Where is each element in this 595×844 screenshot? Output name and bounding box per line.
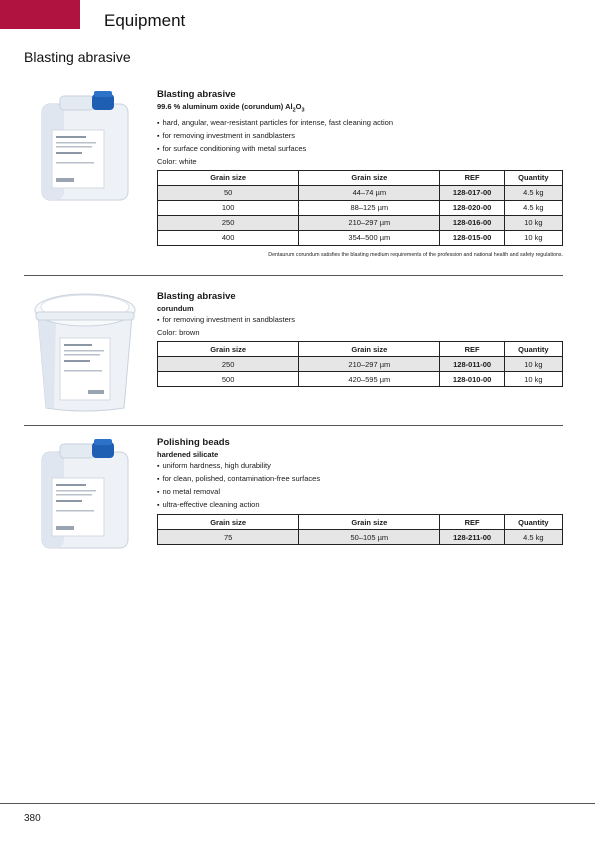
cell-ref: 128-015-00 (440, 230, 504, 245)
cell-grain: 75 (158, 530, 299, 545)
cell-size: 210–297 µm (299, 357, 440, 372)
header-quantity: Quantity (504, 515, 562, 530)
cell-ref: 128-011-00 (440, 357, 504, 372)
feature-bullet: ▪ for clean, polished, contamination-free surfaces (157, 473, 563, 486)
cell-size: 354–500 µm (299, 230, 440, 245)
cell-grain: 400 (158, 230, 299, 245)
header-grain-size: Grain size (158, 515, 299, 530)
cell-grain: 250 (158, 215, 299, 230)
header-grain-size: Grain size (158, 342, 299, 357)
feature-bullet: ▪ for removing investment in sandblasters (157, 314, 563, 327)
cell-ref: 128-016-00 (440, 215, 504, 230)
section-color-tab (0, 0, 80, 29)
header-grain-size-range: Grain size (299, 515, 440, 530)
product-title: Polishing beads (157, 437, 230, 448)
section-title: Equipment (104, 11, 186, 30)
feature-bullet: ▪ for removing investment in sandblasters (157, 130, 563, 143)
header-quantity: Quantity (504, 342, 562, 357)
cell-ref: 128-211-00 (440, 530, 504, 545)
spec-table (157, 514, 563, 545)
table-header-row (158, 342, 563, 357)
header-quantity: Quantity (504, 170, 562, 185)
feature-bullet: ▪ no metal removal (157, 486, 563, 499)
cell-quantity: 10 kg (504, 357, 562, 372)
footer-divider (0, 803, 595, 804)
section-divider (24, 275, 563, 276)
product-subtitle: hardened silicate (157, 450, 219, 459)
cell-grain: 50 (158, 185, 299, 200)
page-heading: Blasting abrasive (24, 49, 131, 65)
canister-image (34, 90, 134, 202)
section-divider (24, 425, 563, 426)
header-grain-size-range: Grain size (299, 342, 440, 357)
cell-ref: 128-020-00 (440, 200, 504, 215)
header-ref: REF (440, 342, 504, 357)
cell-size: 50–105 µm (299, 530, 440, 545)
bucket-image (30, 290, 140, 414)
feature-bullet: ▪ for surface conditioning with metal surfaces (157, 143, 563, 156)
page-number: 380 (24, 813, 41, 824)
cell-quantity: 4.5 kg (504, 530, 562, 545)
regulation-note: Dentaurum corundum satisfies the blasting medium requirements of the profession and national health and safety regulations. (268, 251, 563, 258)
cell-ref: 128-017-00 (440, 185, 504, 200)
product-title: Blasting abrasive (157, 291, 236, 302)
cell-quantity: 4.5 kg (504, 200, 562, 215)
cell-ref: 128-010-00 (440, 372, 504, 387)
feature-bullet: ▪ hard, angular, wear-resistant particles for intense, fast cleaning action (157, 117, 563, 130)
canister-image (34, 438, 134, 550)
cell-size: 210–297 µm (299, 215, 440, 230)
table-row (158, 185, 563, 200)
cell-quantity: 10 kg (504, 372, 562, 387)
table-row (158, 200, 563, 215)
cell-grain: 500 (158, 372, 299, 387)
table-row (158, 530, 563, 545)
table-header-row (158, 515, 563, 530)
product-subtitle: corundum (157, 304, 194, 313)
header-ref: REF (440, 515, 504, 530)
table-row (158, 357, 563, 372)
spec-table (157, 170, 563, 246)
product-subtitle: 99.6 % aluminum oxide (corundum) $Al_2O_3$ (157, 102, 305, 114)
header-ref: REF (440, 170, 504, 185)
cell-quantity: 4.5 kg (504, 185, 562, 200)
table-row (158, 372, 563, 387)
table-row (158, 230, 563, 245)
cell-size: 44–74 µm (299, 185, 440, 200)
cell-size: 88–125 µm (299, 200, 440, 215)
cell-grain: 100 (158, 200, 299, 215)
header-grain-size: Grain size (158, 170, 299, 185)
spec-table (157, 341, 563, 387)
table-header-row (158, 170, 563, 185)
cell-size: 420–595 µm (299, 372, 440, 387)
color-info: Color: brown (157, 328, 200, 337)
cell-grain: 250 (158, 357, 299, 372)
feature-bullet: ▪ uniform hardness, high durability (157, 460, 563, 473)
table-row (158, 215, 563, 230)
header-grain-size-range: Grain size (299, 170, 440, 185)
cell-quantity: 10 kg (504, 230, 562, 245)
cell-quantity: 10 kg (504, 215, 562, 230)
product-title: Blasting abrasive (157, 89, 236, 100)
feature-bullet: ▪ ultra-effective cleaning action (157, 499, 563, 512)
color-info: Color: white (157, 156, 197, 166)
